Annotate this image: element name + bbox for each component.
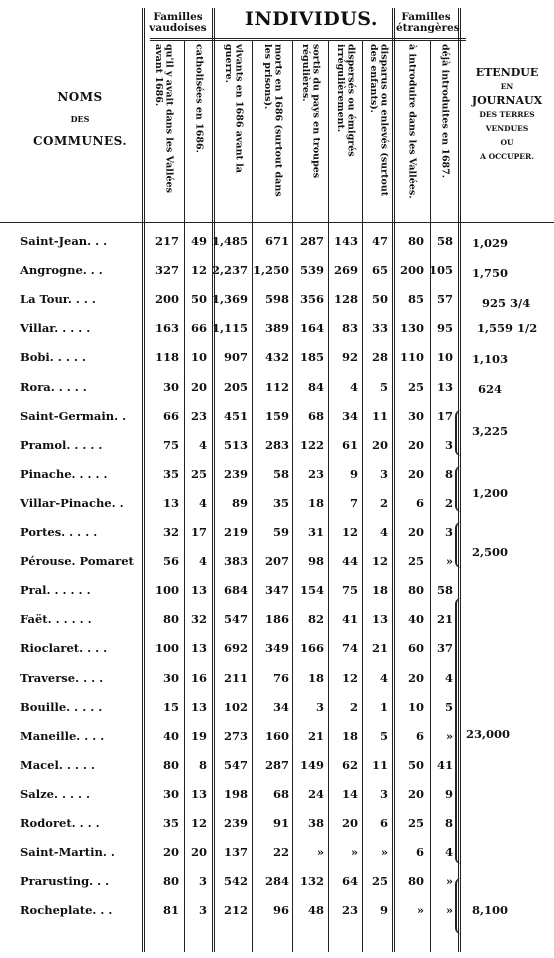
- table-cell: 3: [444, 525, 453, 539]
- table-cell: »: [445, 903, 453, 918]
- table-cell: 185: [299, 350, 324, 365]
- table-row: [0, 490, 554, 516]
- table-cell: 2: [349, 699, 358, 714]
- table-cell: 56: [162, 554, 179, 569]
- header-col-catholisees: catholisées en 1686.: [193, 44, 205, 153]
- table-row: [0, 577, 554, 603]
- table-cell: 21: [307, 728, 324, 743]
- table-cell: 25: [407, 379, 424, 394]
- table-cell: 66: [190, 321, 207, 336]
- table-cell: 96: [272, 903, 289, 918]
- table-cell: 269: [333, 263, 358, 278]
- header-noms-des-communes: [30, 90, 130, 148]
- table-cell: 598: [264, 292, 289, 307]
- table-cell: 50: [190, 292, 207, 307]
- table-cell: 80: [407, 234, 424, 248]
- table-cell: 671: [264, 234, 289, 248]
- table-cell: 4: [198, 495, 207, 510]
- table-row: [0, 257, 554, 283]
- table-cell: 5: [379, 379, 388, 394]
- table-cell: 383: [223, 554, 248, 569]
- table-cell: 137: [223, 845, 248, 860]
- table-cell: 692: [223, 641, 248, 656]
- table-cell: 3: [444, 437, 453, 452]
- commune-name: Macel. . . . .: [20, 757, 95, 772]
- commune-name: Angrogne. . .: [20, 263, 103, 278]
- area-value: 1,559 1/2: [477, 321, 538, 335]
- commune-name: Pérouse. Pomaret: [20, 554, 134, 569]
- table-cell: 287: [299, 234, 324, 248]
- table-cell: 118: [154, 350, 179, 365]
- commune-name: Salze. . . . .: [20, 786, 91, 801]
- table-cell: 57: [436, 292, 453, 307]
- table-cell: 1,369: [211, 292, 248, 307]
- table-cell: »: [316, 845, 324, 860]
- table-cell: 327: [154, 263, 179, 278]
- header-noms: NOMS: [57, 90, 103, 104]
- commune-name: La Tour. . . .: [20, 292, 96, 307]
- commune-name: Saint-Martin. .: [20, 845, 115, 860]
- table-cell: 12: [371, 554, 388, 569]
- table-cell: 3: [379, 786, 388, 801]
- table-row: [0, 403, 554, 429]
- table-cell: 22: [272, 845, 289, 860]
- table-row: [0, 548, 554, 574]
- table-cell: 75: [162, 437, 179, 452]
- table-cell: 513: [223, 437, 248, 452]
- table-cell: 80: [162, 612, 179, 627]
- table-cell: 6: [415, 845, 424, 860]
- table-cell: 347: [264, 583, 289, 598]
- table-cell: »: [445, 874, 453, 889]
- commune-name: Traverse. . . .: [20, 670, 104, 685]
- table-cell: 2: [444, 495, 453, 510]
- table-cell: 30: [407, 408, 424, 423]
- table-cell: 92: [341, 350, 358, 365]
- area-value: 1,750: [472, 266, 509, 280]
- table-cell: 100: [154, 583, 179, 598]
- header-familles-etrangeres: Familles étrangères: [396, 11, 460, 34]
- table-cell: 110: [399, 350, 424, 365]
- table-cell: »: [350, 845, 358, 860]
- table-cell: 200: [154, 292, 179, 307]
- commune-name: Rodoret. . . .: [20, 816, 100, 830]
- table-cell: 80: [407, 874, 424, 889]
- commune-name: Saint-Jean. . .: [20, 234, 108, 248]
- brace: [455, 522, 465, 568]
- table-cell: 68: [272, 786, 289, 801]
- table-cell: 60: [407, 641, 424, 656]
- table-cell: 149: [299, 757, 324, 772]
- table-cell: 12: [190, 816, 207, 830]
- table-cell: 154: [299, 583, 324, 598]
- table-cell: 20: [190, 379, 207, 394]
- table-cell: 1,115: [211, 321, 248, 336]
- table-cell: 542: [223, 874, 248, 889]
- table-row: [0, 315, 554, 341]
- area-value: 23,000: [466, 727, 511, 741]
- table-cell: 38: [307, 816, 324, 830]
- commune-name: Villar-Pinache. .: [20, 495, 124, 510]
- table-cell: 8: [444, 466, 453, 481]
- table-cell: 3: [198, 874, 207, 889]
- table-cell: 1,485: [211, 234, 248, 248]
- area-value: 3,225: [472, 424, 509, 438]
- table-cell: 21: [436, 612, 453, 627]
- table-cell: 207: [264, 554, 289, 569]
- table-cell: 32: [162, 525, 179, 539]
- table-cell: 205: [223, 379, 248, 394]
- area-value: 1,200: [472, 486, 509, 500]
- table-cell: 20: [407, 525, 424, 539]
- table-cell: 4: [198, 554, 207, 569]
- brace: [455, 878, 465, 934]
- area-value: 624: [478, 382, 503, 396]
- table-cell: 10: [436, 350, 453, 365]
- table-cell: 684: [223, 583, 248, 598]
- table-cell: 13: [190, 641, 207, 656]
- table-cell: 89: [231, 495, 248, 510]
- table-cell: 102: [223, 699, 248, 714]
- table-row: [0, 839, 554, 865]
- table-cell: 85: [407, 292, 424, 307]
- header-communes: COMMUNES.: [32, 134, 128, 148]
- table-cell: 432: [264, 350, 289, 365]
- table-cell: 143: [333, 234, 358, 248]
- table-cell: 20: [341, 816, 358, 830]
- area-value: 925 3/4: [482, 296, 531, 310]
- table-cell: 20: [162, 845, 179, 860]
- table-cell: 12: [341, 670, 358, 685]
- table-cell: 48: [307, 903, 324, 918]
- table-cell: 18: [341, 728, 358, 743]
- table-cell: 13: [162, 495, 179, 510]
- table-cell: 356: [299, 292, 324, 307]
- table-cell: 4: [444, 670, 453, 685]
- commune-name: Villar. . . . .: [20, 321, 91, 336]
- table-row: [0, 374, 554, 400]
- table-cell: 59: [272, 525, 289, 539]
- table-cell: 20: [190, 845, 207, 860]
- area-value: 1,103: [472, 352, 509, 366]
- table-cell: 34: [272, 699, 289, 714]
- table-cell: 13: [371, 612, 388, 627]
- table-cell: 547: [223, 757, 248, 772]
- table-row: [0, 228, 554, 254]
- table-cell: 41: [436, 757, 453, 772]
- table-cell: 23: [307, 466, 324, 481]
- table-row: [0, 665, 554, 691]
- table-cell: 20: [407, 670, 424, 685]
- table-cell: 128: [333, 292, 358, 307]
- table-cell: 132: [299, 874, 324, 889]
- table-cell: 23: [341, 903, 358, 918]
- table-cell: 83: [341, 321, 358, 336]
- table-row: [0, 519, 554, 545]
- table-row: [0, 606, 554, 632]
- table-cell: 539: [299, 263, 324, 278]
- commune-name: Rioclaret. . . .: [20, 641, 108, 656]
- area-value: 2,500: [472, 545, 509, 559]
- table-cell: 11: [371, 757, 388, 772]
- header-col-morts: morts en 1686 (surtout dans les prisons).: [262, 44, 284, 197]
- table-cell: »: [380, 845, 388, 860]
- table-cell: 44: [341, 554, 358, 569]
- table-cell: 66: [162, 408, 179, 423]
- commune-name: Portes. . . . .: [20, 525, 98, 539]
- table-cell: 2: [379, 495, 388, 510]
- table-cell: 76: [272, 670, 289, 685]
- table-cell: 23: [190, 408, 207, 423]
- table-cell: 82: [307, 612, 324, 627]
- table-cell: 4: [444, 845, 453, 860]
- header-col-disperses: dispersés ou émigrés irrégulièrement.: [335, 44, 357, 157]
- table-cell: 907: [223, 350, 248, 365]
- table-cell: 211: [223, 670, 248, 685]
- table-cell: 61: [341, 437, 358, 452]
- table-cell: 159: [264, 408, 289, 423]
- header-col-a-introduire: à introduire dans les Vallées.: [406, 44, 418, 199]
- brace: [455, 410, 465, 456]
- table-cell: 98: [307, 554, 324, 569]
- table-cell: 30: [162, 670, 179, 685]
- table-cell: 40: [407, 612, 424, 627]
- table-row: [0, 461, 554, 487]
- table-cell: 389: [264, 321, 289, 336]
- table-cell: 20: [407, 466, 424, 481]
- table-cell: 20: [407, 437, 424, 452]
- table-cell: 18: [307, 495, 324, 510]
- table-row: [0, 344, 554, 370]
- table-cell: 35: [272, 495, 289, 510]
- table-cell: 8: [198, 757, 207, 772]
- commune-name: Rocheplate. . .: [20, 903, 113, 918]
- table-cell: 166: [299, 641, 324, 656]
- table-cell: 1: [379, 699, 388, 714]
- table-cell: 3: [379, 466, 388, 481]
- table-cell: 239: [223, 816, 248, 830]
- table-cell: 20: [407, 786, 424, 801]
- commune-name: Pral. . . . . .: [20, 583, 91, 598]
- table-cell: 547: [223, 612, 248, 627]
- header-col-deja-introduites: déjà introduites en 1687.: [439, 44, 451, 179]
- table-cell: 30: [162, 786, 179, 801]
- table-cell: 4: [198, 437, 207, 452]
- header-col-disparus: disparus ou enlevés (surtout des enfants).: [368, 44, 390, 197]
- table-cell: 37: [436, 641, 453, 656]
- header-rule: [150, 38, 466, 41]
- table-cell: 164: [299, 321, 324, 336]
- table-cell: 75: [341, 583, 358, 598]
- table-cell: 11: [371, 408, 388, 423]
- table-cell: 50: [407, 757, 424, 772]
- table-cell: 25: [407, 816, 424, 830]
- table-cell: 9: [349, 466, 358, 481]
- table-cell: 35: [162, 816, 179, 830]
- table-cell: 10: [407, 699, 424, 714]
- table-cell: 284: [264, 874, 289, 889]
- table-cell: 12: [190, 263, 207, 278]
- table-cell: 24: [307, 786, 324, 801]
- table-cell: 163: [154, 321, 179, 336]
- table-cell: 17: [436, 408, 453, 423]
- table-cell: 33: [371, 321, 388, 336]
- table-row: [0, 286, 554, 312]
- table-cell: 95: [436, 321, 453, 336]
- table-cell: 5: [379, 728, 388, 743]
- table-cell: 6: [415, 728, 424, 743]
- table-cell: 13: [436, 379, 453, 394]
- table-cell: 13: [190, 786, 207, 801]
- table-cell: 32: [190, 612, 207, 627]
- table-cell: 3: [198, 903, 207, 918]
- brace: [455, 466, 465, 512]
- table-cell: 81: [162, 903, 179, 918]
- header-etendue: ETENDUE EN JOURNAUX DES TERRES VENDUES OU A OCCUPER.: [471, 66, 543, 161]
- table-cell: 80: [162, 757, 179, 772]
- table-cell: 68: [307, 408, 324, 423]
- table-cell: 283: [264, 437, 289, 452]
- table-cell: 25: [190, 466, 207, 481]
- table-cell: 25: [407, 554, 424, 569]
- table-cell: 219: [223, 525, 248, 539]
- table-cell: 3: [315, 699, 324, 714]
- table-row: [0, 752, 554, 778]
- table-cell: 65: [371, 263, 388, 278]
- table-cell: 1,250: [252, 263, 289, 278]
- table-cell: 16: [190, 670, 207, 685]
- table-cell: 74: [341, 641, 358, 656]
- header-familles-vaudoises: Familles vaudoises: [149, 11, 207, 34]
- commune-name: Prarusting. . .: [20, 874, 110, 889]
- table-cell: 7: [349, 495, 358, 510]
- table-cell: 198: [223, 786, 248, 801]
- table-cell: 40: [162, 728, 179, 743]
- table-cell: 451: [223, 408, 248, 423]
- table-cell: 2,237: [211, 263, 248, 278]
- table-row: [0, 868, 554, 894]
- table-cell: »: [445, 728, 453, 743]
- commune-name: Saint-Germain. .: [20, 408, 127, 423]
- table-cell: 12: [341, 525, 358, 539]
- table-cell: 28: [371, 350, 388, 365]
- table-cell: 21: [371, 641, 388, 656]
- table-cell: »: [416, 903, 424, 918]
- table-cell: 49: [190, 234, 207, 248]
- table-cell: 6: [379, 816, 388, 830]
- table-cell: 9: [444, 786, 453, 801]
- table-cell: 64: [341, 874, 358, 889]
- table-cell: 91: [272, 816, 289, 830]
- table-cell: 13: [190, 583, 207, 598]
- table-cell: 14: [341, 786, 358, 801]
- table-cell: 217: [154, 234, 179, 248]
- table-row: [0, 432, 554, 458]
- header-individus: INDIVIDUS.: [245, 8, 378, 30]
- table-cell: 80: [407, 583, 424, 598]
- table-cell: 30: [162, 379, 179, 394]
- table-cell: 80: [162, 874, 179, 889]
- table-row: [0, 694, 554, 720]
- table-cell: 25: [371, 874, 388, 889]
- brace: [455, 598, 465, 864]
- table-cell: 160: [264, 728, 289, 743]
- table-cell: 212: [223, 903, 248, 918]
- header-bottom-rule: [0, 222, 554, 223]
- table-row: [0, 810, 554, 836]
- table-cell: 5: [444, 699, 453, 714]
- table-cell: 35: [162, 466, 179, 481]
- table-cell: 287: [264, 757, 289, 772]
- table-row: [0, 897, 554, 923]
- area-value: 8,100: [472, 903, 509, 917]
- header-des: DES: [70, 114, 90, 124]
- commune-name: Rora. . . . .: [20, 379, 87, 394]
- table-cell: 58: [436, 234, 453, 248]
- table-cell: 18: [371, 583, 388, 598]
- table-cell: 349: [264, 641, 289, 656]
- header-col-avant-1686: qu'il y avait dans les Vallées avant 1686.: [153, 44, 175, 193]
- table-cell: 10: [190, 350, 207, 365]
- commune-name: Pinache. . . . .: [20, 466, 108, 481]
- table-cell: 18: [307, 670, 324, 685]
- table-cell: 200: [399, 263, 424, 278]
- table-cell: 4: [379, 670, 388, 685]
- table-cell: 31: [307, 525, 324, 539]
- table-cell: 13: [190, 699, 207, 714]
- table-cell: 19: [190, 728, 207, 743]
- table-cell: 4: [349, 379, 358, 394]
- table-cell: 6: [415, 495, 424, 510]
- table-cell: 4: [379, 525, 388, 539]
- table-cell: 34: [341, 408, 358, 423]
- table-cell: 47: [371, 234, 388, 248]
- table-cell: 41: [341, 612, 358, 627]
- table-row: [0, 781, 554, 807]
- commune-name: Faët. . . . . .: [20, 612, 92, 627]
- table-cell: 20: [371, 437, 388, 452]
- header-col-vivants: vivants en 1686 avant la guerre.: [223, 44, 245, 173]
- commune-name: Maneille. . . .: [20, 728, 105, 743]
- table-cell: 130: [399, 321, 424, 336]
- table-cell: »: [445, 554, 453, 569]
- table-cell: 239: [223, 466, 248, 481]
- table-cell: 58: [436, 583, 453, 598]
- table-cell: 112: [264, 379, 289, 394]
- commune-name: Bouille. . . . .: [20, 699, 103, 714]
- table-cell: 9: [379, 903, 388, 918]
- table-cell: 58: [272, 466, 289, 481]
- area-value: 1,029: [472, 236, 509, 250]
- commune-name: Pramol. . . . .: [20, 437, 103, 452]
- table-cell: 17: [190, 525, 207, 539]
- table-cell: 122: [299, 437, 324, 452]
- table-cell: 186: [264, 612, 289, 627]
- table-cell: 62: [341, 757, 358, 772]
- table-cell: 50: [371, 292, 388, 307]
- commune-name: Bobi. . . . .: [20, 350, 86, 365]
- table-cell: 15: [162, 699, 179, 714]
- table-row: [0, 635, 554, 661]
- table-cell: 100: [154, 641, 179, 656]
- header-col-sortis: sortis du pays en troupes régulières.: [300, 44, 322, 179]
- table-cell: 8: [444, 816, 453, 830]
- table-cell: 273: [223, 728, 248, 743]
- table-cell: 105: [428, 263, 453, 278]
- table-cell: 84: [307, 379, 324, 394]
